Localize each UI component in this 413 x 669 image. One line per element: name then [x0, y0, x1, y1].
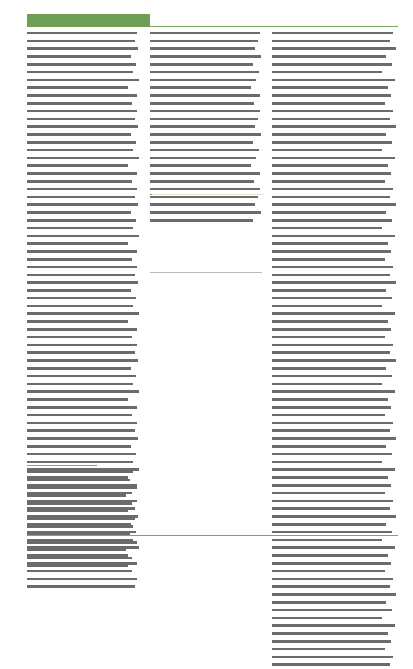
text-line: [27, 429, 139, 435]
text-line: [272, 663, 397, 669]
text-line: [272, 297, 397, 303]
text-line: [272, 500, 397, 506]
text-line: [27, 55, 139, 61]
text-line: [27, 118, 139, 124]
text-line: [272, 79, 397, 85]
text-line: [150, 40, 262, 46]
text-line: [272, 546, 397, 552]
text-line: [272, 422, 397, 428]
text-line: [27, 281, 139, 287]
text-line: [272, 445, 397, 451]
text-line: [27, 141, 139, 147]
text-line: [150, 63, 262, 69]
text-line: [27, 383, 139, 389]
text-line: [27, 320, 139, 326]
text-line: [27, 570, 139, 576]
text-line: [150, 203, 262, 209]
text-line: [27, 110, 139, 116]
text-line: [150, 172, 262, 178]
text-line: [27, 525, 139, 531]
text-line: [272, 102, 397, 108]
text-line: [272, 55, 397, 61]
text-line: [27, 351, 139, 357]
text-line: [272, 632, 397, 638]
text-line: [272, 274, 397, 280]
footnote-rule: [27, 465, 97, 466]
text-line: [150, 133, 262, 139]
text-line: [27, 585, 139, 591]
text-line: [150, 219, 262, 225]
text-line: [27, 242, 139, 248]
text-line: [272, 367, 397, 373]
footer-rule: [27, 535, 398, 536]
text-line: [272, 375, 397, 381]
text-line: [272, 539, 397, 545]
text-line: [27, 63, 139, 69]
text-line: [150, 102, 262, 108]
text-line: [27, 32, 139, 38]
text-line: [27, 250, 139, 256]
text-line: [272, 320, 397, 326]
text-line: [272, 203, 397, 209]
text-line: [150, 55, 262, 61]
text-line: [27, 541, 139, 547]
text-line: [27, 344, 139, 350]
column-middle: [150, 30, 262, 225]
text-line: [27, 79, 139, 85]
kontakt-rule: [150, 194, 264, 195]
text-line: [150, 118, 262, 124]
text-line: [27, 437, 139, 443]
text-line: [27, 157, 139, 163]
text-line: [272, 492, 397, 498]
text-line: [272, 476, 397, 482]
text-line: [150, 196, 262, 202]
text-line: [272, 188, 397, 194]
text-line: [27, 486, 139, 492]
text-line: [272, 515, 397, 521]
footnotes: [27, 469, 139, 570]
text-line: [27, 164, 139, 170]
text-line: [272, 305, 397, 311]
text-line: [272, 141, 397, 147]
text-line: [27, 203, 139, 209]
text-line: [272, 211, 397, 217]
text-line: [27, 479, 139, 485]
text-line: [272, 118, 397, 124]
text-line: [150, 47, 262, 53]
text-line: [272, 47, 397, 53]
text-line: [27, 149, 139, 155]
text-line: [27, 375, 139, 381]
text-line: [150, 110, 262, 116]
text-line: [27, 47, 139, 53]
text-line: [272, 336, 397, 342]
text-line: [272, 258, 397, 264]
text-line: [272, 507, 397, 513]
text-line: [272, 133, 397, 139]
text-line: [272, 390, 397, 396]
text-line: [150, 71, 262, 77]
text-line: [27, 502, 139, 508]
text-line: [27, 494, 139, 500]
text-line: [150, 32, 262, 38]
text-line: [272, 242, 397, 248]
text-line: [27, 305, 139, 311]
text-line: [27, 422, 139, 428]
text-line: [272, 624, 397, 630]
text-line: [27, 94, 139, 100]
text-line: [272, 601, 397, 607]
text-line: [272, 40, 397, 46]
text-line: [27, 227, 139, 233]
text-line: [27, 71, 139, 77]
text-line: [27, 312, 139, 318]
anhaltung-rule: [150, 272, 262, 273]
text-line: [27, 102, 139, 108]
text-line: [27, 86, 139, 92]
text-line: [27, 211, 139, 217]
text-line: [272, 656, 397, 662]
text-line: [272, 453, 397, 459]
text-line: [27, 180, 139, 186]
text-line: [272, 71, 397, 77]
text-line: [272, 196, 397, 202]
text-line: [272, 437, 397, 443]
text-line: [272, 383, 397, 389]
text-line: [272, 359, 397, 365]
text-line: [272, 289, 397, 295]
text-line: [27, 578, 139, 584]
text-line: [272, 570, 397, 576]
text-line: [272, 227, 397, 233]
text-line: [27, 188, 139, 194]
text-line: [272, 429, 397, 435]
text-line: [27, 471, 139, 477]
text-line: [27, 219, 139, 225]
text-line: [272, 281, 397, 287]
text-line: [27, 510, 139, 516]
text-line: [272, 640, 397, 646]
text-line: [272, 609, 397, 615]
text-line: [272, 554, 397, 560]
column-right: [272, 30, 397, 669]
text-line: [272, 414, 397, 420]
text-line: [272, 312, 397, 318]
text-line: [27, 445, 139, 451]
text-line: [150, 211, 262, 217]
text-line: [150, 94, 262, 100]
text-line: [27, 274, 139, 280]
text-line: [27, 414, 139, 420]
text-line: [27, 390, 139, 396]
text-line: [27, 359, 139, 365]
text-line: [272, 172, 397, 178]
text-line: [27, 398, 139, 404]
text-line: [27, 518, 139, 524]
text-line: [272, 164, 397, 170]
text-line: [272, 86, 397, 92]
text-line: [272, 180, 397, 186]
text-line: [150, 141, 262, 147]
text-line: [27, 40, 139, 46]
text-line: [272, 648, 397, 654]
text-line: [272, 578, 397, 584]
text-line: [272, 110, 397, 116]
text-line: [272, 266, 397, 272]
text-line: [27, 125, 139, 131]
text-line: [27, 172, 139, 178]
text-line: [272, 328, 397, 334]
text-line: [150, 180, 262, 186]
text-line: [272, 149, 397, 155]
header-rule: [150, 26, 398, 27]
text-line: [27, 289, 139, 295]
text-line: [272, 398, 397, 404]
text-line: [150, 188, 262, 194]
text-line: [272, 235, 397, 241]
text-line: [150, 79, 262, 85]
text-line: [272, 351, 397, 357]
text-line: [272, 94, 397, 100]
text-line: [150, 157, 262, 163]
text-line: [27, 266, 139, 272]
text-line: [272, 585, 397, 591]
text-line: [272, 523, 397, 529]
text-line: [272, 250, 397, 256]
text-line: [150, 164, 262, 170]
text-line: [272, 484, 397, 490]
text-line: [27, 367, 139, 373]
text-line: [272, 63, 397, 69]
text-line: [272, 157, 397, 163]
text-line: [272, 406, 397, 412]
text-line: [27, 196, 139, 202]
text-line: [27, 557, 139, 563]
text-line: [27, 235, 139, 241]
section-header-label: [33, 14, 143, 27]
text-line: [272, 125, 397, 131]
text-line: [272, 461, 397, 467]
text-line: [272, 219, 397, 225]
text-line: [272, 344, 397, 350]
text-line: [272, 617, 397, 623]
text-line: [272, 32, 397, 38]
text-line: [27, 406, 139, 412]
text-line: [150, 149, 262, 155]
text-line: [27, 297, 139, 303]
text-line: [272, 562, 397, 568]
text-line: [27, 133, 139, 139]
text-line: [27, 328, 139, 334]
text-line: [27, 453, 139, 459]
text-line: [150, 125, 262, 131]
text-line: [27, 336, 139, 342]
text-line: [27, 564, 139, 570]
text-line: [272, 593, 397, 599]
text-line: [27, 258, 139, 264]
text-line: [150, 86, 262, 92]
text-line: [272, 468, 397, 474]
